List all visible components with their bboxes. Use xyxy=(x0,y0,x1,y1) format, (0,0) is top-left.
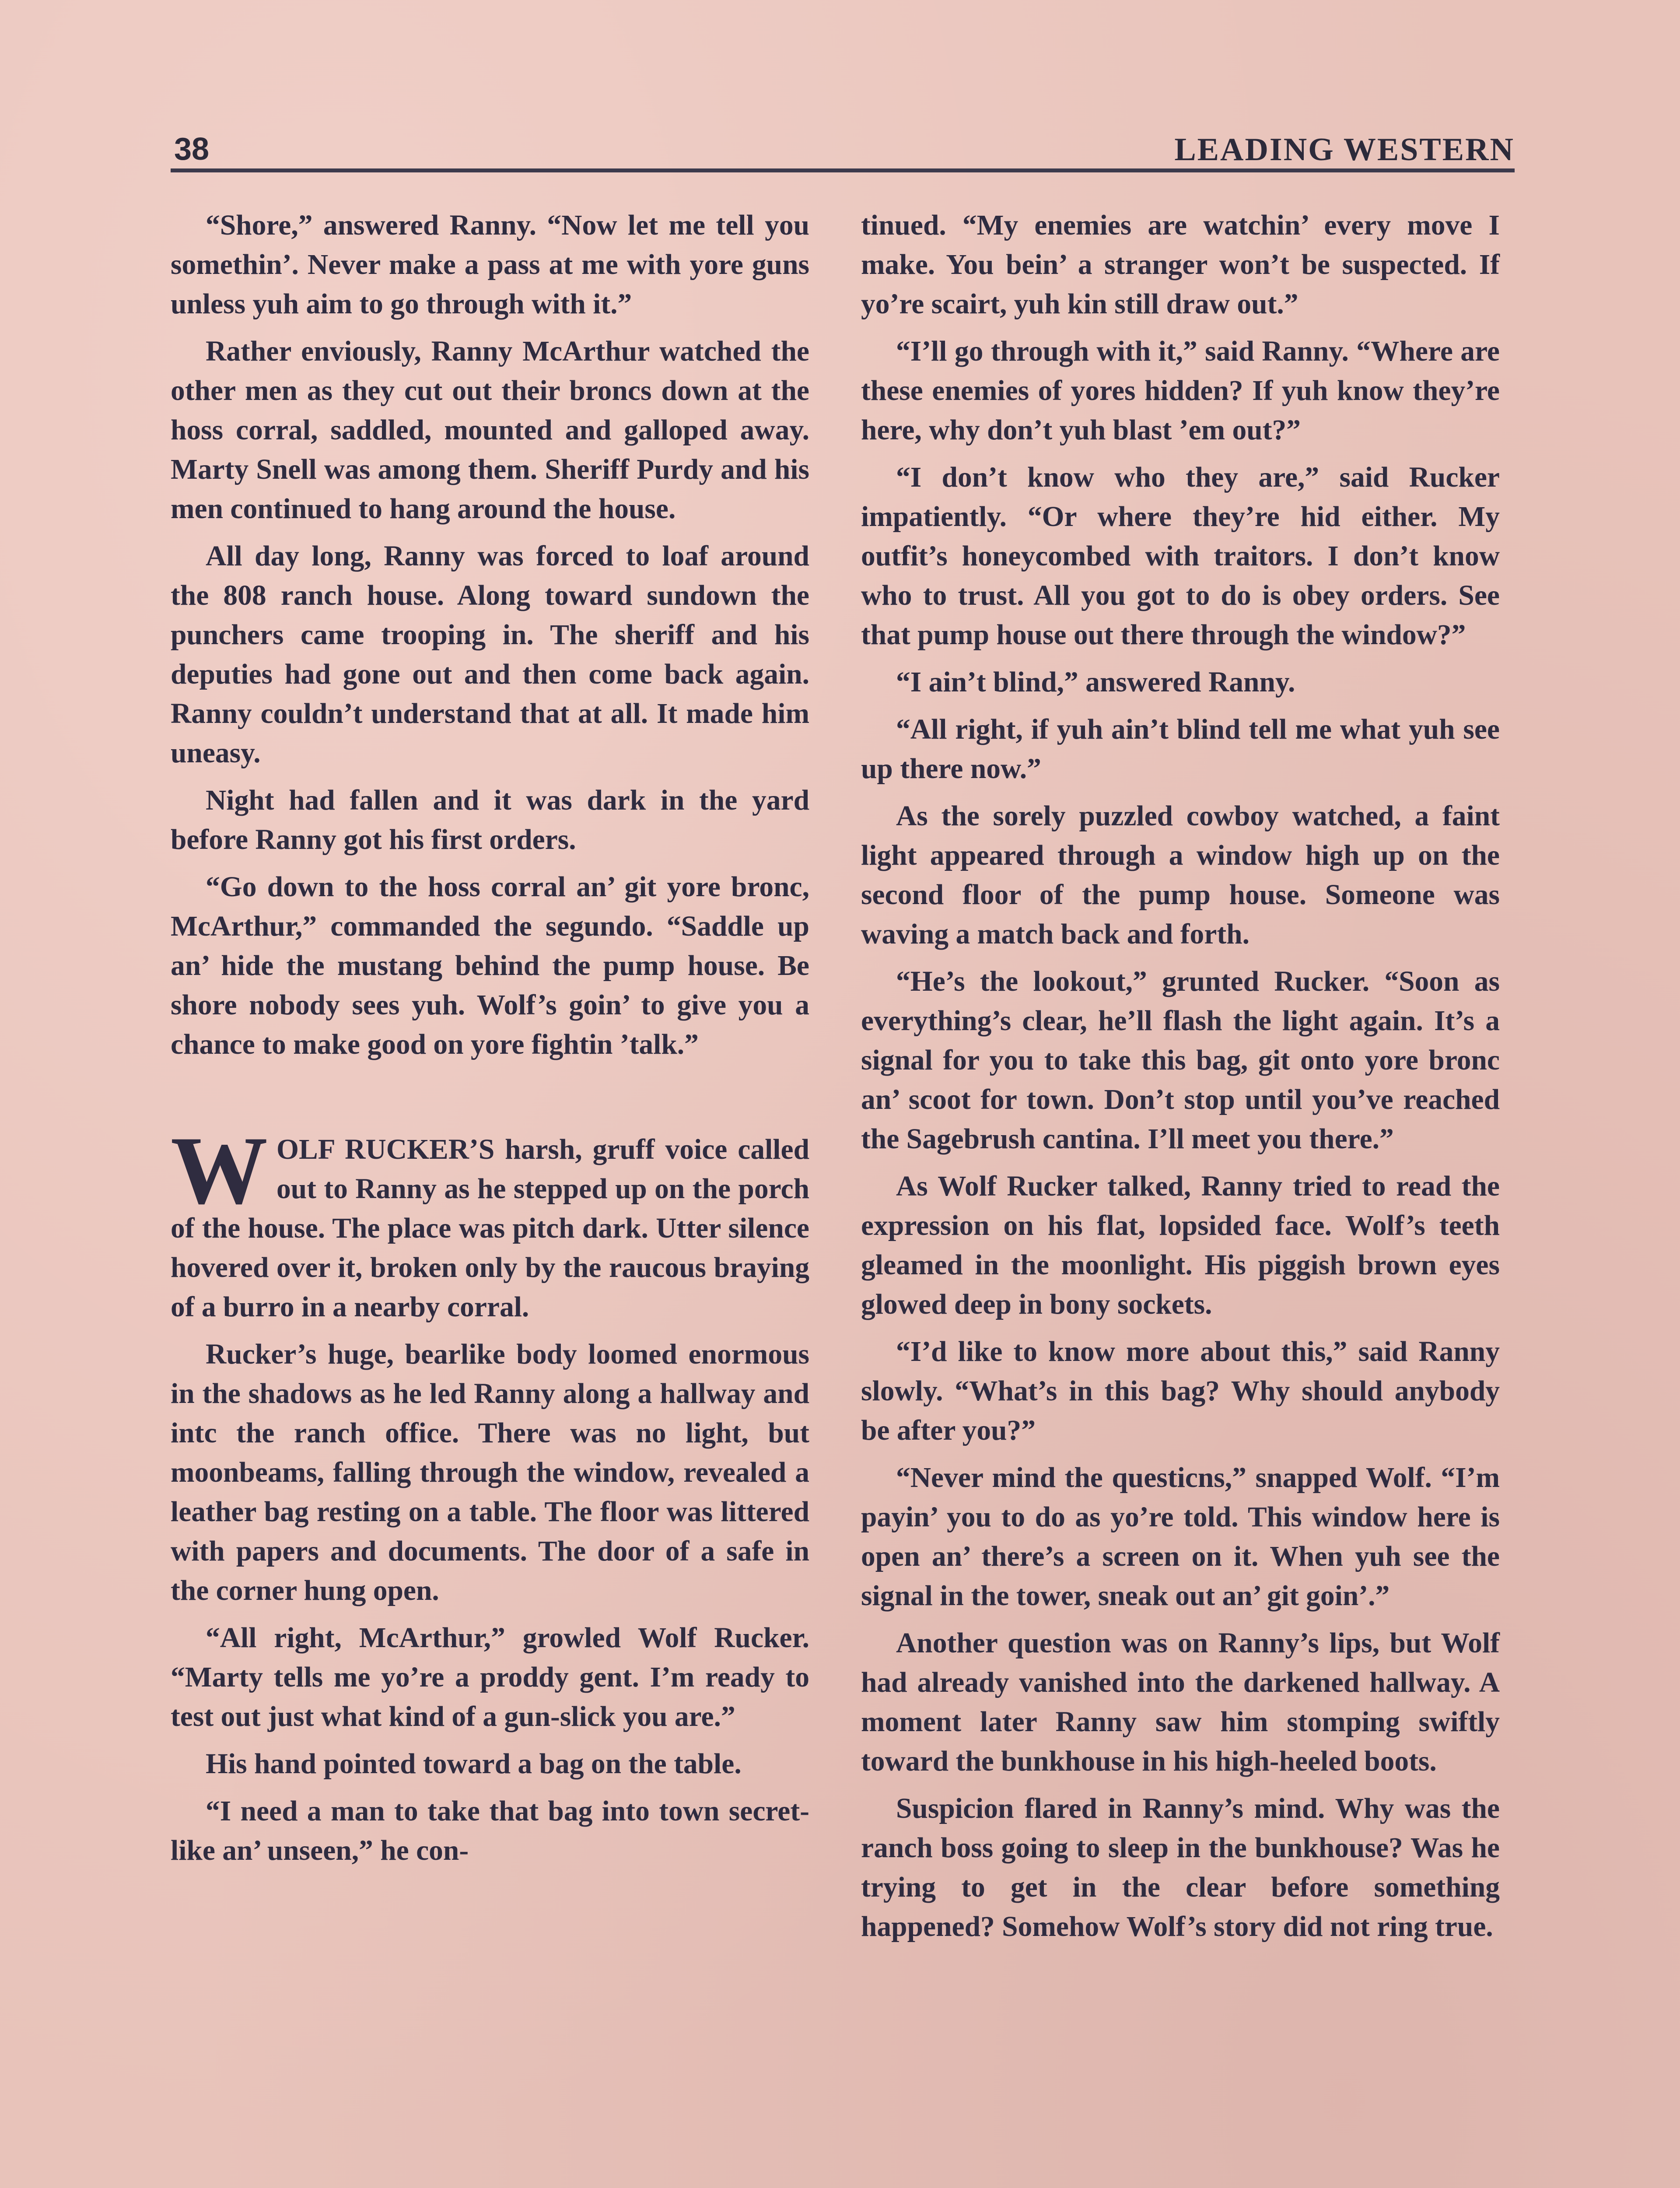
paragraph: “All right, if yuh ain’t blind tell me what yuh see up there now.” xyxy=(861,714,1500,785)
paragraph: Rucker’s huge, bearlike body loomed enormous in the shadows as he led Ranny along a hallway and intc the ranch office. There was no light, but moonbeams, falling through the window, revealed a leather bag resting on a table. The floor was littered with papers and documents. The door of a safe in the corner hung open. xyxy=(171,1339,809,1606)
page-header xyxy=(174,127,1515,175)
paragraph-text: OLF RUCKER’S harsh, gruff voice called out to Ranny as he stepped up on the porch of the house. The place was pitch dark. Utter silence hovered over it, broken only by the raucous braying of a burro in a nearby corral. xyxy=(171,1134,809,1323)
paragraph: “Go down to the hoss corral an’ git yore bronc, McArthur,” commanded the segundo. “Saddle up an’ hide the mustang behind the pump house. Be shore nobody sees yuh. Wolf’s goin’ to give you a chance to make good on yore fightin ’talk.” xyxy=(171,871,809,1060)
header-rule xyxy=(171,168,1515,172)
drop-cap: W xyxy=(171,1117,268,1224)
paragraph: “I’d like to know more about this,” said Ranny slowly. “What’s in this bag? Why should anybody be after you?” xyxy=(861,1336,1500,1446)
paragraph: “I need a man to take that bag into town secret-like an’ unseen,” he con- xyxy=(171,1795,809,1866)
paragraph: “Shore,” answered Ranny. “Now let me tell you somethin’. Never make a pass at me with yore guns unless yuh aim to go through with it.” xyxy=(171,210,809,320)
paragraph: “I ain’t blind,” answered Ranny. xyxy=(896,666,1295,698)
paragraph: As the sorely puzzled cowboy watched, a faint light appeared through a window high up on the second floor of the pump house. Someone was waving a match back and forth. xyxy=(861,800,1500,950)
paragraph: “Never mind the questicns,” snapped Wolf. “I’m payin’ you to do as yo’re told. This window here is open an’ there’s a screen on it. When yuh see the signal in the tower, sneak out an’ git goin’.” xyxy=(861,1462,1500,1612)
left-column xyxy=(171,206,809,1878)
paragraph: “He’s the lookout,” grunted Rucker. “Soon as everything’s clear, he’ll flash the light again. It’s a signal for you to take this bag, git onto yore bronc an’ scoot for town. Don’t stop until you’ve reached the Sagebrush cantina. I’ll meet you there.” xyxy=(861,966,1500,1155)
paragraph: All day long, Ranny was forced to loaf around the 808 ranch house. Along toward sundown the punchers came trooping in. The sheriff and his deputies had gone out and then come back again. Ranny couldn’t understand that at all. It made him uneasy. xyxy=(171,540,809,769)
paragraph: Another question was on Ranny’s lips, but Wolf had already vanished into the darkened hallway. A moment later Ranny saw him stomping swiftly toward the bunkhouse in his high-heeled boots. xyxy=(861,1627,1500,1777)
section-opening-paragraph xyxy=(171,1117,809,1327)
page-number: 38 xyxy=(174,132,210,167)
paragraph-continued: tinued. “My enemies are watchin’ every move I make. You bein’ a stranger won’t be suspected. If yo’re scairt, yuh kin still draw out.” xyxy=(861,210,1500,320)
paragraph: Night had fallen and it was dark in the yard before Ranny got his first orders. xyxy=(171,785,809,856)
paragraph: “All right, McArthur,” growled Wolf Rucker. “Marty tells me yo’re a proddy gent. I’m ready to test out just what kind of a gun-slick you are.” xyxy=(171,1622,809,1732)
paragraph: As Wolf Rucker talked, Ranny tried to read the expression on his flat, lopsided face. Wolf’s teeth gleamed in the moonlight. His piggish brown eyes glowed deep in bony sockets. xyxy=(861,1171,1500,1320)
running-title: LEADING WESTERN xyxy=(1174,132,1515,168)
right-column xyxy=(861,206,1500,1954)
paragraph: “I’ll go through with it,” said Ranny. “Where are these enemies of yores hidden? If yuh know they’re here, why don’t yuh blast ’em out?” xyxy=(861,336,1500,446)
paragraph: “I don’t know who they are,” said Rucker impatiently. “Or where they’re hid either. My outfit’s honeycombed with traitors. I don’t know who to trust. All you got to do is obey orders. See that pump house out there through the window?” xyxy=(861,462,1500,651)
paragraph: Rather enviously, Ranny McArthur watched the other men as they cut out their broncs down at the hoss corral, saddled, mounted and galloped away. Marty Snell was among them. Sheriff Purdy and his men continued to hang around the house. xyxy=(171,336,809,525)
paragraph: His hand pointed toward a bag on the table. xyxy=(206,1748,742,1780)
paragraph: Suspicion flared in Ranny’s mind. Why was the ranch boss going to sleep in the bunkhouse? Was he trying to get in the clear before something happened? Somehow Wolf’s story did not ring true. xyxy=(861,1793,1500,1943)
